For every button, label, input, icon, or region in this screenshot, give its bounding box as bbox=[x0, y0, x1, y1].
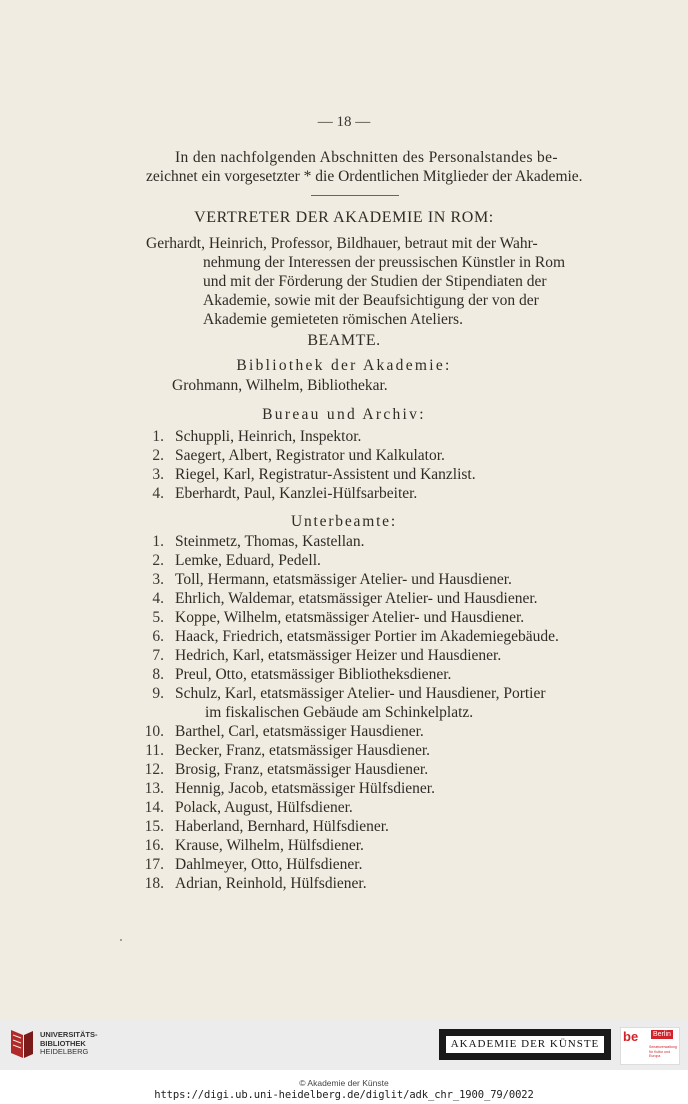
list-item bbox=[0, 855, 688, 874]
list-item bbox=[0, 484, 688, 503]
item-text: Hennig, Jacob, etatsmässiger Hülfsdiener. bbox=[175, 780, 435, 797]
vertreter-line: Gerhardt, Heinrich, Professor, Bildhauer, betraut mit der Wahr- bbox=[146, 235, 538, 252]
akademie-der-kuenste-logo[interactable] bbox=[439, 1029, 611, 1060]
item-number: 4. bbox=[152, 590, 164, 607]
item-text: Becker, Franz, etatsmässiger Hausdiener. bbox=[175, 742, 431, 759]
item-text: Schuppli, Heinrich, Inspektor. bbox=[175, 428, 362, 445]
list-item bbox=[0, 703, 688, 722]
heading-bureau: Bureau und Archiv: bbox=[262, 406, 426, 423]
item-number: 17. bbox=[144, 856, 164, 873]
item-text: Dahlmeyer, Otto, Hülfsdiener. bbox=[175, 856, 363, 873]
library-line-1: UNIVERSITÄTS- bbox=[40, 1030, 98, 1039]
list-item bbox=[0, 760, 688, 779]
berlin-be-mark: be bbox=[623, 1029, 639, 1044]
item-number: 13. bbox=[144, 780, 164, 797]
item-number: 14. bbox=[144, 799, 164, 816]
section-divider bbox=[311, 195, 399, 196]
item-text: Eberhardt, Paul, Kanzlei-Hülfsarbeiter. bbox=[175, 485, 418, 502]
item-text: Barthel, Carl, etatsmässiger Hausdiener. bbox=[175, 723, 424, 740]
item-text: Hedrich, Karl, etatsmässiger Heizer und Hausdiener. bbox=[175, 647, 502, 664]
adk-logo-text: AKADEMIE DER KÜNSTE bbox=[445, 1035, 605, 1054]
list-item bbox=[0, 817, 688, 836]
item-text: Haack, Friedrich, etatsmässiger Portier im Akademiegebäude. bbox=[175, 628, 559, 645]
item-text: Saegert, Albert, Registrator und Kalkulator. bbox=[175, 447, 445, 464]
list-item bbox=[0, 741, 688, 760]
item-number: 6. bbox=[152, 628, 164, 645]
item-number: 4. bbox=[152, 485, 164, 502]
list-item bbox=[0, 446, 688, 465]
intro-line-1: In den nachfolgenden Abschnitten des Personalstandes be- bbox=[175, 149, 558, 166]
university-library-logo-icon bbox=[9, 1027, 35, 1061]
list-item bbox=[0, 665, 688, 684]
list-item bbox=[0, 779, 688, 798]
vertreter-line: und mit der Förderung der Studien der Stipendiaten der bbox=[203, 273, 547, 290]
item-number: 10. bbox=[144, 723, 164, 740]
item-text: Krause, Wilhelm, Hülfsdiener. bbox=[175, 837, 364, 854]
unterbeamte-list bbox=[0, 532, 688, 893]
list-item bbox=[0, 646, 688, 665]
list-item bbox=[0, 551, 688, 570]
list-item bbox=[0, 684, 688, 703]
list-item bbox=[0, 427, 688, 446]
heading-bibliothek: Bibliothek der Akademie: bbox=[236, 357, 452, 374]
intro-line-2: zeichnet ein vorgesetzter * die Ordentlichen Mitglieder der Akademie. bbox=[146, 168, 583, 185]
item-number: 3. bbox=[152, 466, 164, 483]
item-text: Ehrlich, Waldemar, etatsmässiger Atelier- und Hausdiener. bbox=[175, 590, 538, 607]
library-line-3: HEIDELBERG bbox=[40, 1047, 89, 1056]
list-item bbox=[0, 608, 688, 627]
item-number: 18. bbox=[144, 875, 164, 892]
item-number: 1. bbox=[152, 533, 164, 550]
vertreter-line: Akademie gemieteten römischen Ateliers. bbox=[203, 311, 463, 328]
footer-bar bbox=[0, 1020, 688, 1070]
item-number: 8. bbox=[152, 666, 164, 683]
item-text: Lemke, Eduard, Pedell. bbox=[175, 552, 321, 569]
item-number: 7. bbox=[152, 647, 164, 664]
list-item bbox=[0, 589, 688, 608]
list-item bbox=[0, 532, 688, 551]
item-number: 2. bbox=[152, 447, 164, 464]
item-text: Polack, August, Hülfsdiener. bbox=[175, 799, 353, 816]
item-number: 16. bbox=[144, 837, 164, 854]
vertreter-paragraph bbox=[146, 234, 598, 329]
paper-speck bbox=[120, 939, 122, 941]
item-number: 3. bbox=[152, 571, 164, 588]
library-line-2: BIBLIOTHEK bbox=[40, 1038, 86, 1048]
item-text: Steinmetz, Thomas, Kastellan. bbox=[175, 533, 365, 550]
item-text: Brosig, Franz, etatsmässiger Hausdiener. bbox=[175, 761, 429, 778]
list-item bbox=[0, 874, 688, 893]
list-item bbox=[0, 798, 688, 817]
item-number: 2. bbox=[152, 552, 164, 569]
item-text: Adrian, Reinhold, Hülfsdiener. bbox=[175, 875, 367, 892]
item-text: im fiskalischen Gebäude am Schinkelplatz. bbox=[205, 704, 474, 721]
list-item bbox=[0, 836, 688, 855]
berlin-label: Berlin bbox=[653, 1031, 671, 1038]
bibliothek-entry: Grohmann, Wilhelm, Bibliothekar. bbox=[172, 377, 388, 394]
university-library-name bbox=[40, 1031, 98, 1057]
item-text: Schulz, Karl, etatsmässiger Atelier- und Hausdiener, Portier bbox=[175, 685, 546, 702]
heading-beamte: BEAMTE. bbox=[307, 332, 381, 349]
permalink-url[interactable]: https://digi.ub.uni-heidelberg.de/diglit/adk_chr_1900_79/0022 bbox=[154, 1089, 534, 1101]
vertreter-line: nehmung der Interessen der preussischen Künstler in Rom bbox=[203, 254, 566, 271]
berlin-senate-text: Senatsverwaltung für Kultur und Europa bbox=[649, 1045, 677, 1058]
item-number: 5. bbox=[152, 609, 164, 626]
heading-vertreter: VERTRETER DER AKADEMIE IN ROM: bbox=[194, 209, 494, 226]
item-number: 15. bbox=[144, 818, 164, 835]
item-number: 9. bbox=[152, 685, 164, 702]
item-number: 11. bbox=[145, 742, 164, 759]
item-number: 12. bbox=[144, 761, 164, 778]
list-item bbox=[0, 465, 688, 484]
heading-unterbeamte: Unterbeamte: bbox=[291, 513, 397, 530]
item-text: Riegel, Karl, Registratur-Assistent und Kanzlist. bbox=[175, 466, 476, 483]
item-number: 1. bbox=[152, 428, 164, 445]
item-text: Haberland, Bernhard, Hülfsdiener. bbox=[175, 818, 389, 835]
list-item bbox=[0, 570, 688, 589]
berlin-senate-logo[interactable] bbox=[620, 1027, 680, 1065]
item-text: Toll, Hermann, etatsmässiger Atelier- und Hausdiener. bbox=[175, 571, 512, 588]
vertreter-line: Akademie, sowie mit der Beaufsichtigung der von der bbox=[203, 292, 539, 309]
bureau-list bbox=[0, 427, 688, 503]
copyright-notice: © Akademie der Künste bbox=[299, 1078, 389, 1088]
page-number: — 18 — bbox=[317, 114, 371, 130]
list-item bbox=[0, 627, 688, 646]
item-text: Preul, Otto, etatsmässiger Bibliotheksdiener. bbox=[175, 666, 452, 683]
item-text: Koppe, Wilhelm, etatsmässiger Atelier- und Hausdiener. bbox=[175, 609, 525, 626]
list-item bbox=[0, 722, 688, 741]
